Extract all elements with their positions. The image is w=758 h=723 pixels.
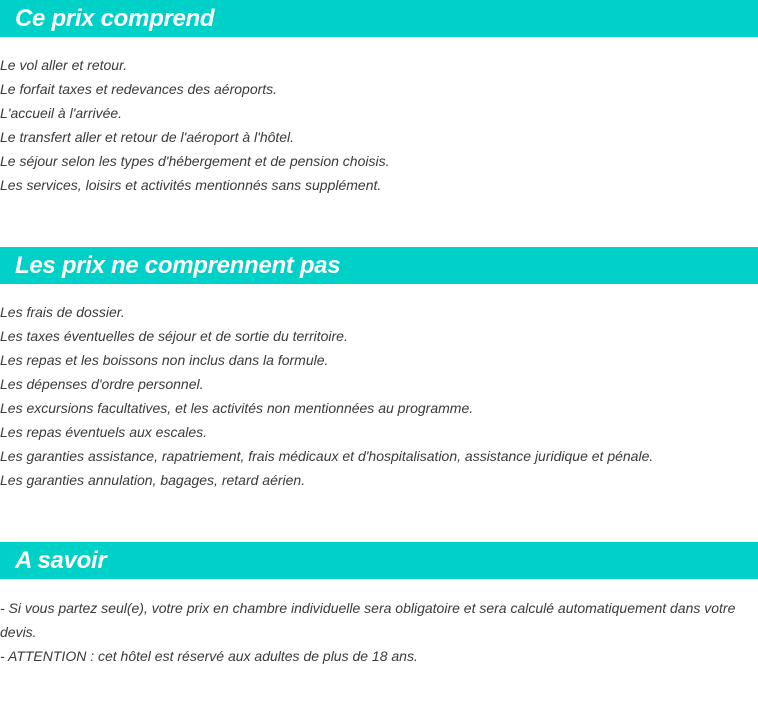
list-item: Les garanties annulation, bagages, retard aérien. [0,472,306,488]
list-item: Les repas éventuels aux escales. [0,424,208,440]
section-title: Les prix ne comprennent pas [15,251,341,279]
list-item: L'accueil à l'arrivée. [0,105,123,121]
list-item: Le vol aller et retour. [0,57,128,73]
section-title: Ce prix comprend [15,4,215,32]
excludes-list [0,300,758,492]
price-excludes-section [0,247,758,492]
list-item: Les taxes éventuelles de séjour et de sortie du territoire. [0,328,348,344]
notes-list [0,596,758,668]
section-title: A savoir [15,546,107,574]
list-item: Le séjour selon les types d'hébergement et de pension choisis. [0,153,390,169]
list-item: Les repas et les boissons non inclus dans la formule. [0,352,329,368]
includes-list [0,53,758,197]
list-item: Le transfert aller et retour de l'aéroport à l'hôtel. [0,129,295,145]
list-item: - ATTENTION : cet hôtel est réservé aux adultes de plus de 18 ans. [0,648,418,664]
section-header [0,247,758,284]
section-header [0,0,758,37]
price-includes-section [0,0,758,197]
list-item: Le forfait taxes et redevances des aéroports. [0,81,278,97]
list-item: Les frais de dossier. [0,304,125,320]
list-item: Les services, loisirs et activités mentionnés sans supplément. [0,177,382,193]
list-item: Les dépenses d'ordre personnel. [0,376,204,392]
list-item: Les garanties assistance, rapatriement, frais médicaux et d'hospitalisation, assistance juridique et pénale. [0,448,654,464]
list-item: Les excursions facultatives, et les activités non mentionnées au programme. [0,400,474,416]
list-item: - Si vous partez seul(e), votre prix en chambre individuelle sera obligatoire et sera calculé automatiquement dans votre devis. [0,600,736,640]
good-to-know-section [0,542,758,668]
section-header [0,542,758,579]
